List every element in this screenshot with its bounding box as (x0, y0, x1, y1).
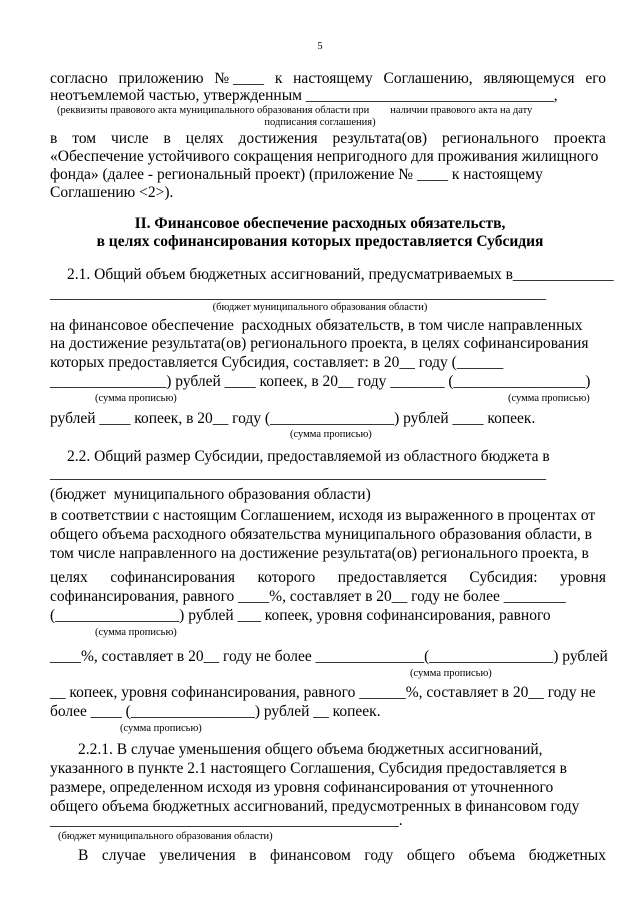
text-line (50, 131, 606, 147)
text-line: рублей ____ копеек, в 20__ году (________________) рублей ____ копеек. (50, 410, 536, 427)
text-line: софинансирования, равного ____%, составляет в 20__ году не более ________ (50, 588, 566, 605)
section-heading: в целях софинансирования которых предоставляется Субсидия (96, 233, 544, 250)
text-line (78, 848, 606, 864)
text-segment: году (364, 847, 394, 864)
caption-line: (сумма прописью) (120, 723, 202, 734)
blank-line: ________________________________________________________________ (50, 465, 546, 482)
text-segment: в (163, 130, 171, 147)
text-line: на достижение результата(ов) регионального проекта, в целях софинансирования (50, 335, 589, 352)
page-number: 5 (317, 41, 323, 52)
text-segment: том (72, 130, 97, 147)
text-line: неотъемлемой частью, утвержденным ________________________________, (50, 87, 558, 104)
text-segment: приложению (118, 70, 204, 87)
text-segment: целях (185, 130, 224, 147)
text-segment: согласно (50, 70, 108, 87)
text-line: Соглашению <2>). (50, 184, 174, 201)
caption-line: (бюджет муниципального образования области) (58, 831, 273, 842)
caption-line: (бюджет муниципального образования области) (50, 486, 371, 503)
text-segment: результата(ов) (332, 130, 428, 147)
text-segment: являющемуся (483, 70, 575, 87)
text-segment: целях (50, 569, 88, 586)
text-line: (________________) рублей ___ копеек, уровня софинансирования, равного (50, 607, 551, 624)
caption-line: (бюджет муниципального образования области) (212, 302, 428, 313)
text-segment: Субсидия: (469, 569, 538, 586)
text-line: том числе направленного на достижение результата(ов) регионального проекта, в (50, 545, 589, 562)
text-segment: его (585, 70, 606, 87)
text-line: __ копеек, уровня софинансирования, равного ______%, составляет в 20__ году не (50, 684, 596, 701)
text-line: на финансовое обеспечение расходных обязательств, в том числе направленных (50, 317, 583, 334)
text-segment: Соглашению, (383, 70, 473, 87)
caption-line: (сумма прописью) (95, 393, 177, 404)
text-line (50, 570, 606, 586)
text-line: которых предоставляется Субсидия, составляет: в 20__ году (______ (50, 354, 504, 371)
text-line: общего объема бюджетных ассигнований, предусмотренных в финансовом году (50, 798, 580, 815)
text-line: фонда» (далее - региональный проект) (приложение № ____ к настоящему (50, 166, 543, 183)
text-line: в соответствии с настоящим Соглашением, исходя из выраженного в процентах от (50, 507, 596, 524)
text-segment: числе (111, 130, 149, 147)
text-line: «Обеспечение устойчивого сокращения непригодного для проживания жилищного (50, 148, 599, 165)
caption-line: (реквизиты правового акта муниципального образования области при наличии правового акта на дату (57, 105, 533, 116)
caption-line: (сумма прописью) (508, 393, 590, 404)
text-segment: настоящему (293, 70, 373, 87)
text-segment: объема (468, 847, 516, 864)
text-line: размере, определенном исходя из уровня софинансирования от уточненного (50, 779, 554, 796)
text-segment: общего (406, 847, 456, 864)
text-segment: проекта (553, 130, 606, 147)
text-line: общего объема расходного обязательства муниципального образования области, в (50, 526, 592, 543)
text-line: 2.2.1. В случае уменьшения общего объема бюджетных ассигнований, (78, 741, 543, 758)
text-segment: в (249, 847, 257, 864)
blank-line: ________________________________________________________________ (50, 285, 546, 302)
text-segment: В (78, 847, 89, 864)
text-segment: предоставляется (337, 569, 447, 586)
caption-line: (сумма прописью) (290, 429, 372, 440)
text-line: _______________) рублей ____ копеек, в 20__ году _______ (_________________) (50, 373, 591, 390)
blank-line: _____________________________________________. (50, 812, 403, 829)
text-line: 2.1. Общий объем бюджетных ассигнований, предусматриваемых в_____________ (67, 266, 614, 283)
caption-line: (сумма прописью) (410, 668, 492, 679)
text-line: указанного в пункте 2.1 настоящего Соглашения, Субсидия предоставляется в (50, 760, 567, 777)
text-segment: регионального (442, 130, 539, 147)
text-segment: № ____ (214, 70, 265, 87)
text-line: 2.2. Общий размер Субсидии, предоставляемой из областного бюджета в (67, 448, 550, 465)
text-segment: увеличения (159, 847, 236, 864)
text-line: более ____ (________________) рублей __ копеек. (50, 703, 381, 720)
section-heading: II. Финансовое обеспечение расходных обязательств, (134, 215, 506, 232)
text-segment: уровня (559, 569, 606, 586)
text-segment: финансовом (269, 847, 351, 864)
text-segment: которого (257, 569, 316, 586)
text-segment: бюджетных (528, 847, 606, 864)
text-line (50, 71, 606, 87)
caption-line: подписания соглашения) (264, 117, 376, 128)
text-segment: софинансирования (110, 569, 236, 586)
text-segment: достижения (238, 130, 318, 147)
caption-line: (сумма прописью) (95, 627, 177, 638)
text-line: ____%, составляет в 20__ году не более ______________(________________) рублей (50, 648, 608, 665)
text-segment: случае (101, 847, 146, 864)
text-segment: в (50, 130, 58, 147)
text-segment: к (274, 70, 283, 87)
